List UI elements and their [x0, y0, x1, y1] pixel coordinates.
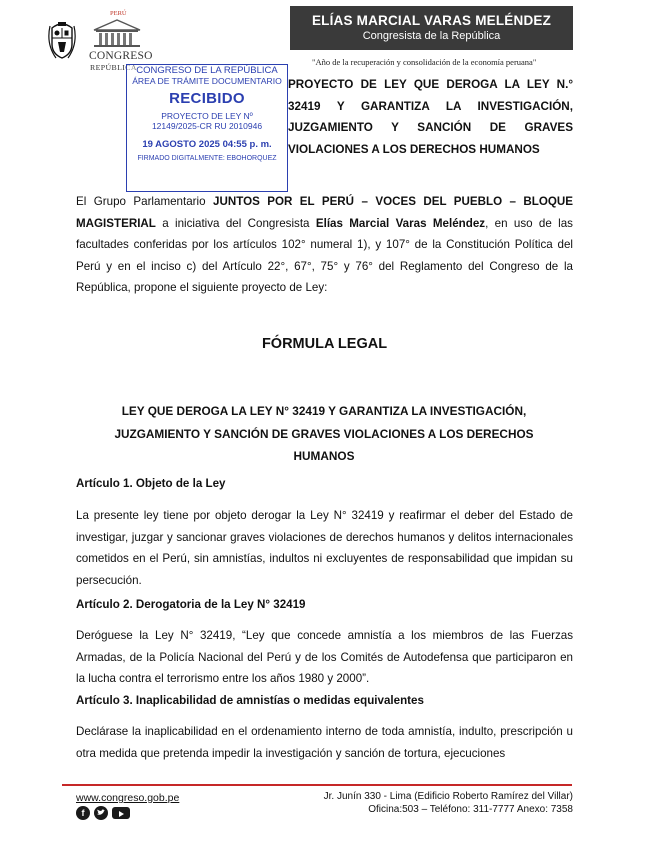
stamp-status: RECIBIDO — [169, 89, 245, 107]
footer-address-line: Jr. Junín 330 - Lima (Edificio Roberto Ramírez del Villar) — [323, 791, 573, 802]
coat-of-arms-logo — [48, 14, 76, 64]
stamp-project-number: 12149/2025-CR RU 2010946 — [151, 120, 263, 131]
congressman-role: Congresista de la República — [362, 30, 501, 42]
footer-divider — [62, 784, 572, 786]
article-3-text: Declárase la inaplicabilidad en el ordenamiento interno de toda amnistía, indulto, prescripción u otra medida que pretenda impedir la investigación y sanción de tortura, ejecuciones — [76, 725, 573, 760]
stamp-signature: FIRMADO DIGITALMENTE: EBOHORQUEZ — [137, 154, 277, 162]
year-motto: "Año de la recuperación y consolidación de la economía peruana" — [312, 57, 537, 67]
intro-text-3: , en uso de las facultades conferidas por los artículos 102° numeral 1), y 107° de la Constitución Política del Perú y en el inciso c) del Artículo 22°, 67°, 75° y 76° del Reglamento del Congreso de la República, propone el siguiente proyecto de Ley: — [76, 216, 573, 294]
logo-country-text: PERÚ — [110, 10, 127, 17]
congressman-mention: Elías Marcial Varas Meléndez — [315, 216, 486, 230]
reception-stamp — [126, 64, 288, 192]
article-3-heading: Artículo 3. Inaplicabilidad de amnistías o medidas equivalentes — [76, 694, 424, 707]
stamp-institution: CONGRESO DE LA REPÚBLICA — [136, 65, 278, 76]
stamp-date: 19 AGOSTO 2025 04:55 p. m. — [142, 138, 272, 150]
congressman-name: ELÍAS MARCIAL VARAS MELÉNDEZ — [311, 13, 552, 28]
article-2-text: Deróguese la Ley N° 32419, “Ley que concede amnistía a los miembros de las Fuerzas Armadas, de la Policía Nacional del Perú y de los Comités de Autodefensa que participaron en la lucha contra el terrorismo entre los años 1980 y 2000”. — [76, 629, 573, 685]
formula-legal-heading: FÓRMULA LEGAL — [261, 336, 388, 352]
footer-website-link[interactable]: www.congreso.gob.pe — [76, 792, 180, 804]
youtube-icon[interactable] — [112, 807, 130, 819]
congressman-banner — [290, 6, 573, 50]
law-title: LEY QUE DEROGA LA LEY N° 32419 Y GARANTIZA LA INVESTIGACIÓN, JUZGAMIENTO Y SANCIÓN DE GRAVES VIOLACIONES A LOS DERECHOS HUMANOS — [114, 404, 534, 463]
bill-title: PROYECTO DE LEY QUE DEROGA LA LEY N.° 32419 Y GARANTIZA LA INVESTIGACIÓN, JUZGAMIENTO Y SANCIÓN DE GRAVES VIOLACIONES A LOS DERECHOS HUMANOS — [288, 78, 573, 156]
facebook-icon[interactable]: f — [76, 806, 90, 820]
twitter-icon[interactable] — [94, 806, 108, 820]
logo-congreso-text: CONGRESO — [89, 50, 153, 62]
footer-address — [283, 790, 573, 816]
parliamentary-group: JUNTOS POR EL PERÚ – VOCES DEL PUEBLO – BLOQUE MAGISTERIAL — [76, 195, 573, 230]
stamp-area: ÁREA DE TRÁMITE DOCUMENTARIO — [132, 75, 282, 86]
stamp-project-label: PROYECTO DE LEY Nº — [161, 111, 253, 122]
article-1-heading: Artículo 1. Objeto de la Ley — [76, 477, 226, 490]
intro-text-1: El Grupo Parlamentario — [76, 195, 213, 208]
footer-contact-line: Oficina:503 – Teléfono: 311-7777 Anexo: 7358 — [368, 804, 573, 815]
intro-text-2: a iniciativa del Congresista — [155, 216, 316, 230]
logo-republica-text: REPÚBLICA — [90, 63, 137, 72]
intro-paragraph — [76, 191, 573, 299]
article-1-text: La presente ley tiene por objeto derogar la Ley N° 32419 y reafirmar el deber del Estado de investigar, juzgar y sancionar graves violaciones de derechos humanos y delitos internacionales cometidos en el Perú, sin amnistías, indultos ni excluyentes de responsabilidad que impidan su persecución. — [76, 509, 573, 587]
article-2-heading: Artículo 2. Derogatoria de la Ley N° 32419 — [76, 598, 306, 611]
